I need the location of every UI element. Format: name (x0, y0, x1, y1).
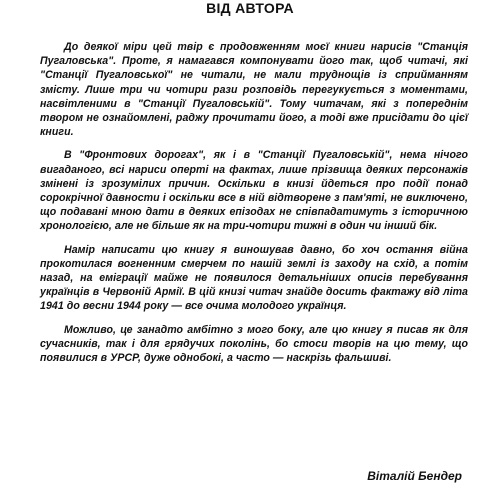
document-body (40, 40, 468, 374)
paragraph-4: Можливо, це занадто амбітно з мого боку, але цю книгу я писав як для сучасників, так і для грядучих поколінь, бо стоси творів на цю тему, що появилися в УРСР, дуже однобокі, а часто — наскрізь фальшиві. (40, 323, 468, 365)
paragraph-3: Намір написати цю книгу я виношував давно, бо хоч остання війна прокотилася вогненним смерчем по нашій землі із заходу на схід, а потім назад, на еміграції майже не появилося детальніших описів перебування українців в Червоній Армії. В цій книзі читач знайде досить фактажу від літа 1941 до весни 1944 року — все очима молодого українця. (40, 243, 468, 313)
author-signature: Віталій Бендер (367, 469, 462, 483)
paragraph-2: В "Фронтових дорогах", як і в "Станції Пугаловській", нема нічого вигаданого, всі нариси оперті на фактах, лише прізвища деяких персонажів змінені із зрозумілих причин. Оскільки в книзі йдеться про події понад сорокрічної давности і оскільки все в ній відтворене з пам'яті, не виключено, що подавані мною дати в деяких епізодах не співпадатимуть з історичною хронологією, але не більше як на три-чотири тижні в один чи інший бік. (40, 149, 468, 233)
page-title: ВІД АВТОРА (206, 0, 294, 16)
paragraph-1: До деякої міри цей твір є продовженням моєї книги нарисів "Станція Пугаловська". Проте, я намагався компонувати його так, щоб читачі, які "Станції Пугаловської" не читали, не мали труднощів із сприйманням змісту. Лише три чи чотири рази розповідь перегукується з моментами, насвітленими в "Станції Пугаловській". Тому читачам, які з попереднім твором не ознайомлені, раджу прочитати його, а тоді вже присідати до цієї книги. (40, 41, 468, 139)
